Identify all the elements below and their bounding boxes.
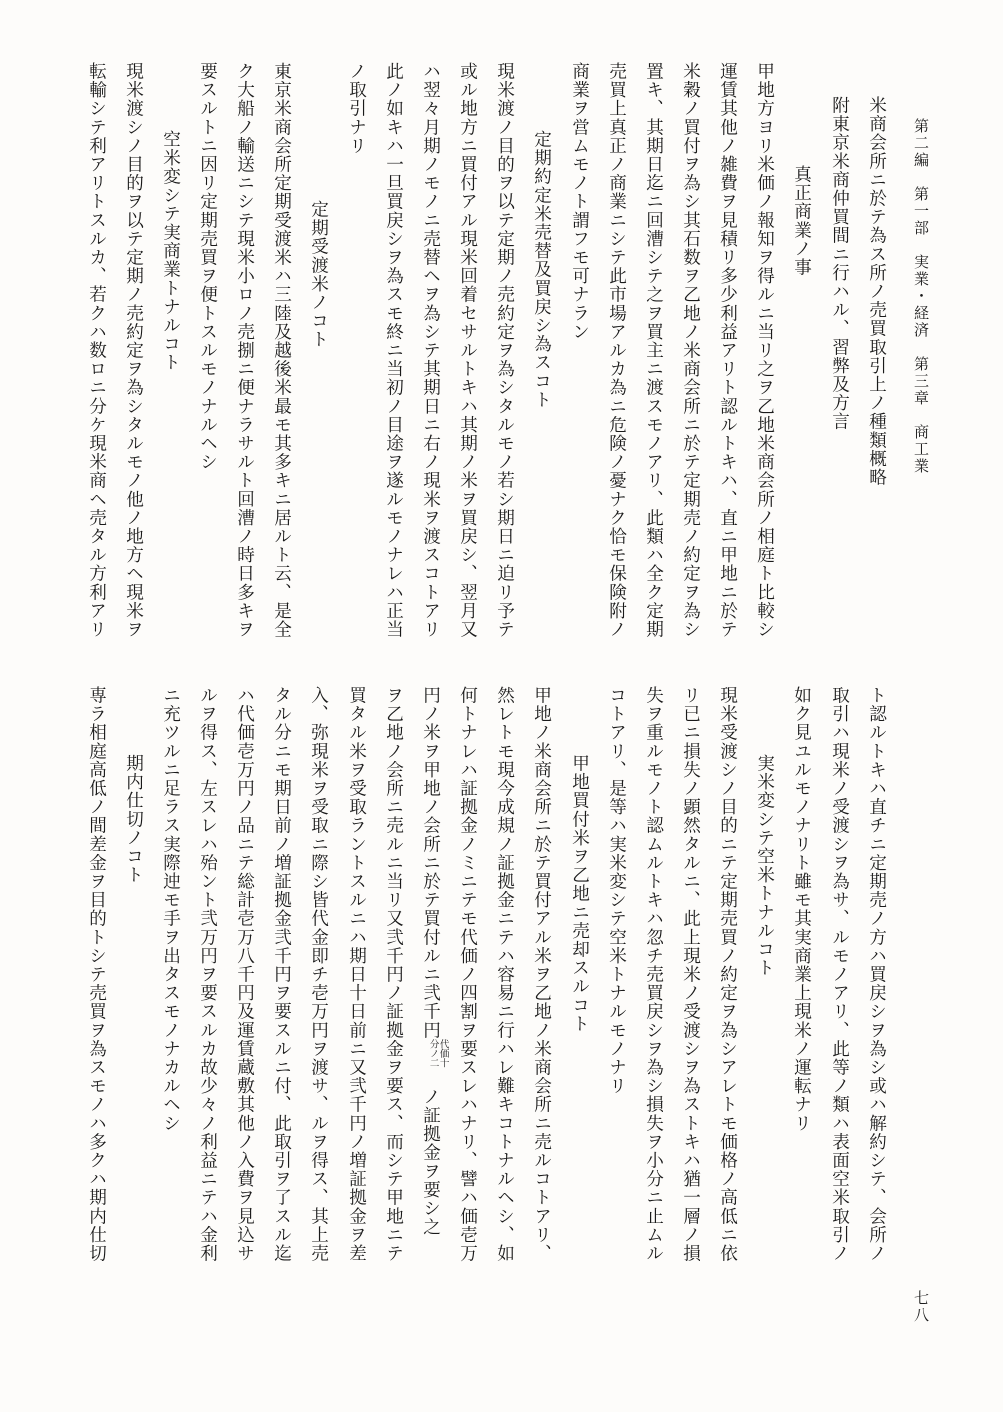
- column-text: 現米渡シノ目的ヲ以テ定期ノ売約定ヲ為シタルモノ他ノ地方ヘ現米ヲ: [123, 62, 144, 639]
- column-text: 甲地ノ米商会所ニ於テ買付アル米ヲ乙地ノ米商会所ニ売ルコトアリ、: [531, 686, 552, 1263]
- column-text: 専ラ相庭高低ノ間差金ヲ目的トシテ売買ヲ為スモノハ多クハ期内仕切: [86, 686, 107, 1263]
- column-text: 何トナレハ証拠金ノミニテモ代価ノ四割ヲ要スレハナリ、譬ハ価壱万: [457, 686, 478, 1263]
- column-text: 空米変シテ実商業トナルコト: [160, 130, 181, 372]
- column-text: 東京米商会所定期受渡米ハ三陸及越後米最モ其多キニ居ルト云、是全: [271, 62, 292, 639]
- text-column: [309, 200, 327, 349]
- column-text: ト認ルトキハ直チニ定期売ノ方ハ買戻シヲ為シ或ハ解約シテ、会所ノ: [866, 686, 887, 1263]
- text-column: [235, 62, 253, 639]
- text-column: [755, 62, 773, 639]
- column-text: 米穀ノ買付ヲ為シ其石数ヲ乙地ノ米商会所ニ於テ定期売ノ約定ヲ為シ: [680, 62, 701, 639]
- column-text: 或ル地方ニ買付アル現米回着セサルトキハ其期ノ米ヲ買戻シ、翌月又: [457, 62, 478, 639]
- page-number: 七八: [912, 1290, 930, 1324]
- text-column: [347, 62, 365, 155]
- column-text: リ已ニ損失ノ顕然タルニ、此上現米ノ受渡シヲ為ストキハ猶一層ノ損: [680, 686, 701, 1263]
- text-column: [384, 62, 402, 639]
- column-text: 然レトモ現今成規ノ証拠金ニテハ容易ニ行ハレ難キコトナルヘシ、如: [494, 686, 515, 1263]
- text-column: [792, 165, 810, 277]
- text-column: [87, 62, 105, 639]
- text-column: [718, 686, 736, 1263]
- text-column: [681, 686, 699, 1263]
- text-column: [644, 62, 662, 639]
- text-column: [681, 62, 699, 639]
- annotation-line: 分ノ二: [427, 1039, 439, 1068]
- text-column: [644, 686, 662, 1263]
- column-text: 附東京米商仲買間ニ行ハル、習弊及方言: [829, 96, 850, 431]
- column-text: タル分ニモ期日前ノ増証拠金弐千円ヲ要スルニ付、此取引ヲ了スル迄: [271, 686, 292, 1263]
- column-text: 甲地方ヨリ米価ノ報知ヲ得ルニ当リ之ヲ乙地米商会所ノ相庭ト比較シ: [754, 62, 775, 639]
- column-text: 置キ、其期日迄ニ回漕シテ之ヲ買主ニ渡スモノアリ、此類ハ全ク定期: [643, 62, 664, 639]
- column-text: 商業ヲ営ムモノト謂フモ可ナラン: [569, 62, 590, 341]
- text-column: [718, 62, 736, 639]
- column-text: 米商会所ニ於テ為ス所ノ売買取引上ノ種類概略: [866, 96, 887, 487]
- text-column: [792, 686, 810, 1132]
- text-column: [570, 62, 588, 341]
- column-text: 入、弥現米ヲ受取ニ際シ皆代金即チ壱万円ヲ渡サ、ルヲ得ス、其上売: [308, 686, 329, 1263]
- text-column: [198, 686, 216, 1263]
- text-column: [161, 130, 179, 372]
- text-column: [198, 62, 216, 471]
- column-text: ルヲ得ス、左スレハ殆ント弐万円ヲ要スルカ故少々ノ利益ニテハ金利: [197, 686, 218, 1263]
- text-column: [347, 686, 365, 1263]
- text-column: [495, 62, 513, 639]
- text-column: [607, 62, 625, 639]
- text-column: [495, 686, 513, 1263]
- column-text: 買タル米ヲ受取ラントスルニハ期日十日前ニ又弐千円ノ増証拠金ヲ差: [346, 686, 367, 1263]
- annotation-line: 代価十: [437, 1039, 449, 1068]
- text-column: [309, 686, 327, 1263]
- text-column: [161, 686, 179, 1132]
- column-text: 取引ハ現米ノ受渡シヲ為サ、ルモノアリ、此等ノ類ハ表面空米取引ノ: [829, 686, 850, 1263]
- column-text: ニ充ツルニ足ラス実際迚モ手ヲ出タスモノナカルヘシ: [160, 686, 181, 1133]
- column-text: ク大船ノ輸送ニシテ現米小ロノ売捌ニ便ナラサルト回漕ノ時日多キヲ: [234, 62, 255, 639]
- text-column: [124, 62, 142, 639]
- text-column: [570, 754, 588, 1033]
- text-column: [384, 686, 402, 1263]
- text-column: [830, 96, 848, 431]
- text-column: [124, 754, 142, 884]
- column-text: 定期約定米売替及買戻シ為スコト: [531, 130, 552, 409]
- column-text: 実米変シテ空米トナルコト: [754, 754, 775, 978]
- column-text: ハ翌々月期ノモノニ売替ヘヲ為シテ其期日ニ右ノ現米ヲ渡スコトアリ: [420, 62, 441, 639]
- inline-annotation: [424, 1039, 448, 1087]
- text-column: [867, 96, 885, 487]
- running-header: 第二編 第一部 実業・経済 第三章 商工業: [912, 118, 930, 475]
- column-text: 甲地買付米ヲ乙地ニ売却スルコト: [569, 754, 590, 1033]
- column-text: 転輸シテ利アリトスルカ、若クハ数ロニ分ケ現米商ヘ売タル方利アリ: [86, 62, 107, 639]
- column-text: 如ク見ユルモノナリト雖モ其実商業上現米ノ運転ナリ: [791, 686, 812, 1133]
- column-text: 運賃其他ノ雑費ヲ見積リ多少利益アリト認ルトキハ、直ニ甲地ニ於テ: [717, 62, 738, 639]
- column-text: 売買上真正ノ商業ニシテ此市場アルカ為ニ危険ノ憂ナク恰モ保険附ノ: [606, 62, 627, 639]
- text-column: [532, 130, 550, 409]
- text-column: [532, 686, 550, 1263]
- column-text: ハ代価壱万円ノ品ニテ総計壱万八千円及運賃蔵敷其他ノ入費ヲ見込サ: [234, 686, 255, 1263]
- column-text: 期内仕切ノコト: [123, 754, 144, 885]
- text-column: [235, 686, 253, 1263]
- text-column: [458, 686, 476, 1263]
- column-text: 定期受渡米ノコト: [308, 200, 329, 349]
- column-text: 此ノ如キハ一旦買戻シヲ為スモ終ニ当初ノ目途ヲ遂ルモノナレハ正当: [383, 62, 404, 639]
- column-text: ノ取引ナリ: [346, 62, 367, 155]
- text-column: [421, 62, 439, 639]
- text-column: [421, 686, 448, 1236]
- text-column: [867, 686, 885, 1263]
- text-column: [87, 686, 105, 1263]
- column-text: 円ノ米ヲ甲地ノ会所ニ於テ買付ルニ弐千円: [420, 686, 441, 1040]
- text-column: [755, 754, 773, 977]
- column-text: 真正商業ノ事: [791, 165, 812, 277]
- column-text-continued: ノ証拠金ヲ要シ之: [420, 1087, 441, 1237]
- text-column: [607, 686, 625, 1095]
- column-text: 現米渡ノ目的ヲ以テ定期ノ売約定ヲ為シタルモノ若シ期日ニ迫リ予テ: [494, 62, 515, 639]
- column-text: 失ヲ重ルモノト認ムルトキハ忽チ売買戻シヲ為シ損失ヲ小分ニ止ムル: [643, 686, 664, 1263]
- text-column: [830, 686, 848, 1263]
- text-column: [272, 686, 290, 1263]
- column-text: コトアリ、是等ハ実米変シテ空米トナルモノナリ: [606, 686, 627, 1096]
- text-column: [458, 62, 476, 639]
- text-column: [272, 62, 290, 639]
- column-text: 現米受渡シノ目的ニテ定期売買ノ約定ヲ為シアレトモ価格ノ高低ニ依: [717, 686, 738, 1263]
- column-text: ヲ乙地ノ会所ニ売ルニ当リ又弐千円ノ証拠金ヲ要ス、而シテ甲地ニテ: [383, 686, 404, 1263]
- column-text: 要スルトニ因リ定期売買ヲ便トスルモノナルヘシ: [197, 62, 218, 472]
